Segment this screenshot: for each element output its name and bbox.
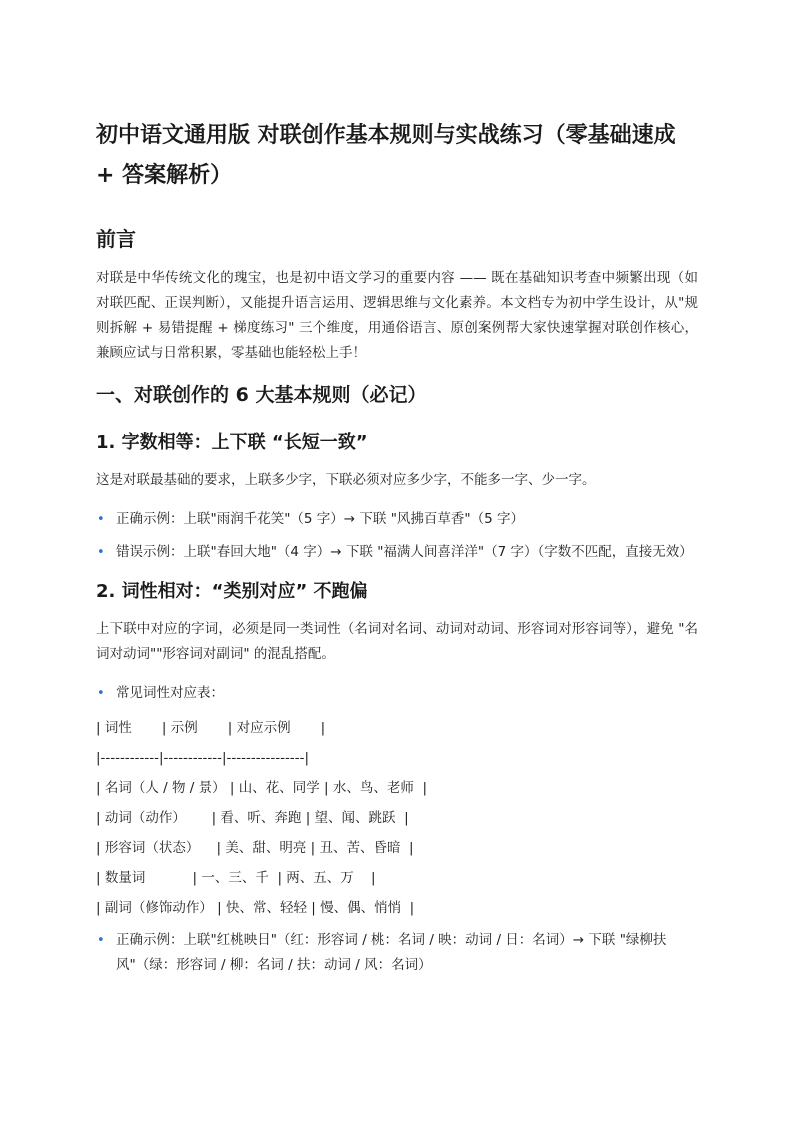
rule1-bullet-list bbox=[96, 507, 698, 565]
rule2-paragraph: 上下联中对应的字词，必须是同一类词性（名词对名词、动词对动词、形容词对形容词等），避免 "名词对动词""形容词对副词" 的混乱搭配。 bbox=[96, 621, 698, 662]
document-page bbox=[96, 116, 698, 990]
pos-table bbox=[96, 718, 698, 918]
preface-paragraph: 对联是中华传统文化的瑰宝，也是初中语文学习的重要内容 —— 既在基础知识考查中频繁出现（如对联匹配、正误判断），又能提升语言运用、逻辑思维与文化素养。本文档专为初中学生设计，从"规则拆解 + 易错提醒 + 梯度练习" 三个维度，用通俗语言、原创案例帮大家快速掌握对联创作核心，兼顾应试与日常积累，零基础也能轻松上手！ bbox=[96, 270, 698, 361]
list-item bbox=[96, 928, 698, 978]
table-row: | 数量词 | 一、三、千 | 两、五、万 | bbox=[96, 870, 376, 886]
rule1-heading: 1. 字数相等：上下联 “长短一致” bbox=[96, 432, 368, 453]
list-item bbox=[96, 540, 698, 565]
rule1-paragraph: 这是对联最基础的要求，上联多少字，下联必须对应多少字，不能多一字、少一字。 bbox=[96, 472, 596, 488]
table-row: | 词性 | 示例 | 对应示例 | bbox=[96, 720, 326, 736]
bullet-dot-icon: • bbox=[97, 686, 105, 701]
bullet-dot-icon: • bbox=[97, 512, 105, 527]
list-item-text: 正确示例：上联"红桃映日"（红：形容词 / 桃：名词 / 映：动词 / 日：名词）→ 下联 "绿柳扶风"（绿：形容词 / 柳：名词 / 扶：动词 / 风：名词） bbox=[116, 932, 667, 973]
list-item-text: 常见词性对应表： bbox=[116, 685, 224, 701]
bullet-dot-icon: • bbox=[97, 933, 105, 948]
table-row: |------------|------------|----------------| bbox=[96, 750, 310, 766]
list-item-text: 正确示例：上联"雨润千花笑"（5 字）→ 下联 "风拂百草香"（5 字） bbox=[116, 511, 524, 527]
document-title: 初中语文通用版 对联创作基本规则与实战练习（零基础速成 + 答案解析） bbox=[96, 123, 676, 188]
rule2-intro-list bbox=[96, 681, 698, 706]
bullet-dot-icon: • bbox=[97, 545, 105, 560]
table-row: | 名词（人 / 物 / 景） | 山、花、同学 | 水、鸟、老师 | bbox=[96, 780, 427, 796]
section1-heading: 一、对联创作的 6 大基本规则（必记） bbox=[96, 384, 427, 406]
list-item bbox=[96, 681, 698, 706]
rule2-heading: 2. 词性相对：“类别对应” 不跑偏 bbox=[96, 581, 368, 602]
list-item-text: 错误示例：上联"春回大地"（4 字）→ 下联 "福满人间喜洋洋"（7 字）（字数不匹配，直接无效） bbox=[116, 544, 693, 560]
table-row: | 动词（动作） | 看、听、奔跑 | 望、闻、跳跃 | bbox=[96, 810, 409, 826]
list-item bbox=[96, 507, 698, 532]
rule2-example-list bbox=[96, 928, 698, 978]
table-row: | 形容词（状态） | 美、甜、明亮 | 丑、苦、昏暗 | bbox=[96, 840, 414, 856]
preface-heading: 前言 bbox=[96, 227, 136, 251]
table-row: | 副词（修饰动作） | 快、常、轻轻 | 慢、偶、悄悄 | bbox=[96, 900, 415, 916]
